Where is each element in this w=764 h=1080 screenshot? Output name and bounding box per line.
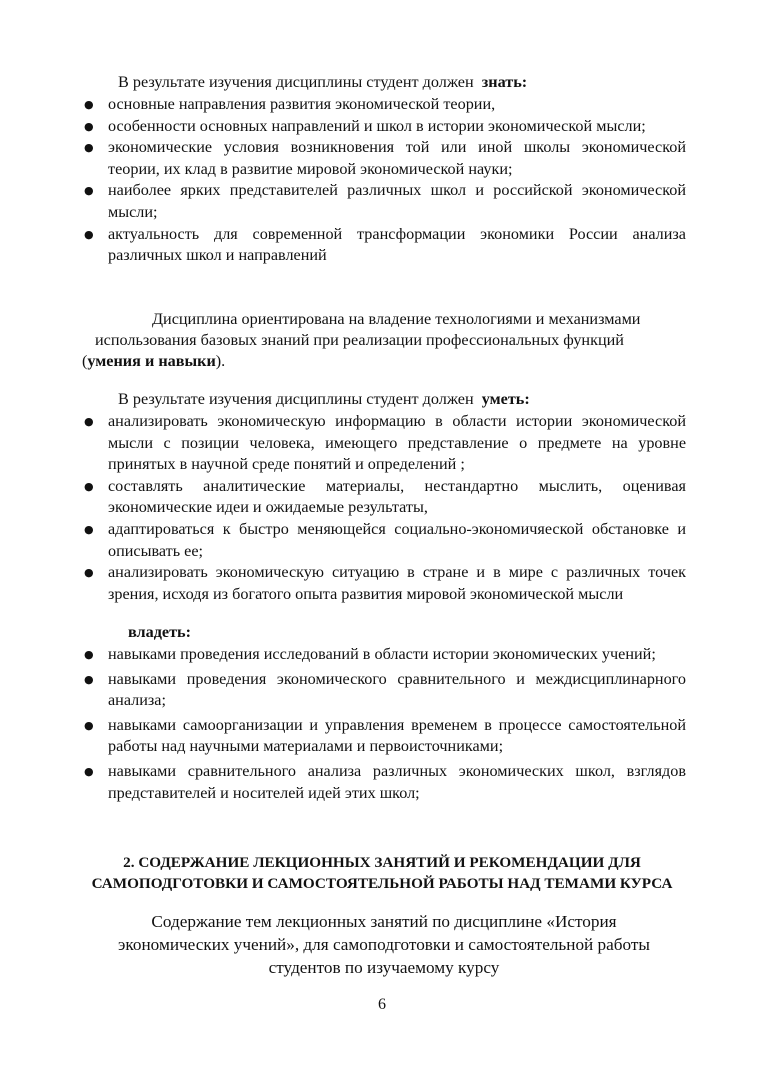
content-line-3: студентов по изучаемому курсу bbox=[268, 958, 500, 977]
bullet-icon: ● bbox=[84, 141, 94, 155]
section-heading-line-2: САМОПОДГОТОВКИ И САМОСТОЯТЕЛЬНОЙ РАБОТЫ НАД ТЕМАМИ КУРСА bbox=[91, 875, 673, 892]
bullet-icon: ● bbox=[84, 648, 94, 661]
list-item: ● экономические условия возникновения той или иной школы экономической теории, их клад в развитие мировой экономической науки; bbox=[84, 138, 686, 178]
bullet-icon: ● bbox=[84, 98, 94, 111]
discipline-line-1: Дисциплина ориентирована на владение технологиями и механизмами bbox=[152, 310, 641, 328]
list-item: ● навыками проведения исследований в области истории экономических учений; bbox=[82, 644, 686, 666]
content-line-1: Содержание тем лекционных занятий по дисциплине «История bbox=[151, 912, 617, 931]
skills-keyword: умения и навыки bbox=[87, 352, 216, 370]
discipline-line-3: (умения и навыки). bbox=[82, 352, 226, 370]
know-list bbox=[82, 94, 686, 267]
list-item: ● актуальность для современной трансформации экономики России анализа различных школ и направлений bbox=[84, 224, 686, 265]
know-intro-keyword: знать: bbox=[481, 73, 528, 91]
list-item: ● адаптироваться к быстро меняющейся социально-экономичяеской обстановке и описывать ее; bbox=[84, 519, 686, 560]
own-keyword: владеть: bbox=[128, 623, 191, 641]
page-number: 6 bbox=[378, 996, 386, 1013]
bullet-icon: ● bbox=[84, 566, 94, 580]
discipline-line-2: использования базовых знаний при реализации профессиональных функций bbox=[95, 331, 624, 349]
content-line-2: экономических учений», для самоподготовки и самостоятельной работы bbox=[118, 935, 650, 954]
bullet-icon: ● bbox=[84, 764, 94, 778]
list-item: ● навыками самоорганизации и управления временем в процессе самостоятельной работы над научными материалами и первоисточниками; bbox=[84, 715, 686, 756]
list-item: ● анализировать экономическую информацию в области истории экономической мысли с позиции человека, имеющего представление о предмете на уровне принятых в научной среде понятий и определений ; bbox=[84, 412, 686, 474]
bullet-icon: ● bbox=[84, 479, 94, 493]
list-item: ● особенности основных направлений и школ в истории экономической мысли; bbox=[82, 116, 686, 138]
can-intro bbox=[118, 389, 530, 411]
list-item: ● анализировать экономическую ситуацию в стране и в мире с различных точек зрения, исходя из богатого опыта развития мировой экономической мысли bbox=[84, 563, 686, 603]
know-intro-text: В результате изучения дисциплины студент должен bbox=[118, 73, 474, 91]
list-item: ● составлять аналитические материалы, нестандартно мыслить, оценивая экономические идеи и ожидаемые результаты, bbox=[84, 476, 686, 517]
list-item: ● навыками проведения экономического сравнительного и междисциплинарного анализа; bbox=[84, 669, 686, 710]
section-heading-line-1: 2. СОДЕРЖАНИЕ ЛЕКЦИОННЫХ ЗАНЯТИЙ И РЕКОМЕНДАЦИИ ДЛЯ bbox=[123, 854, 641, 871]
list-item: ● навыками сравнительного анализа различных экономических школ, взглядов представителей и носителей идей этих школ; bbox=[84, 761, 686, 802]
bullet-icon: ● bbox=[84, 672, 94, 686]
bullet-icon: ● bbox=[84, 119, 94, 133]
can-intro-keyword: уметь: bbox=[481, 390, 530, 408]
know-intro bbox=[118, 72, 527, 94]
bullet-icon: ● bbox=[84, 718, 94, 732]
bullet-icon: ● bbox=[84, 184, 94, 198]
own-list bbox=[82, 644, 686, 804]
can-intro-text: В результате изучения дисциплины студент должен bbox=[118, 390, 474, 408]
bullet-icon: ● bbox=[84, 227, 94, 241]
list-item: ● наиболее ярких представителей различных школ и российской экономической мысли; bbox=[84, 181, 686, 221]
can-list bbox=[82, 411, 686, 605]
bullet-icon: ● bbox=[84, 415, 94, 428]
list-item: ● основные направления развития экономической теории, bbox=[82, 94, 686, 116]
bullet-icon: ● bbox=[84, 522, 94, 536]
